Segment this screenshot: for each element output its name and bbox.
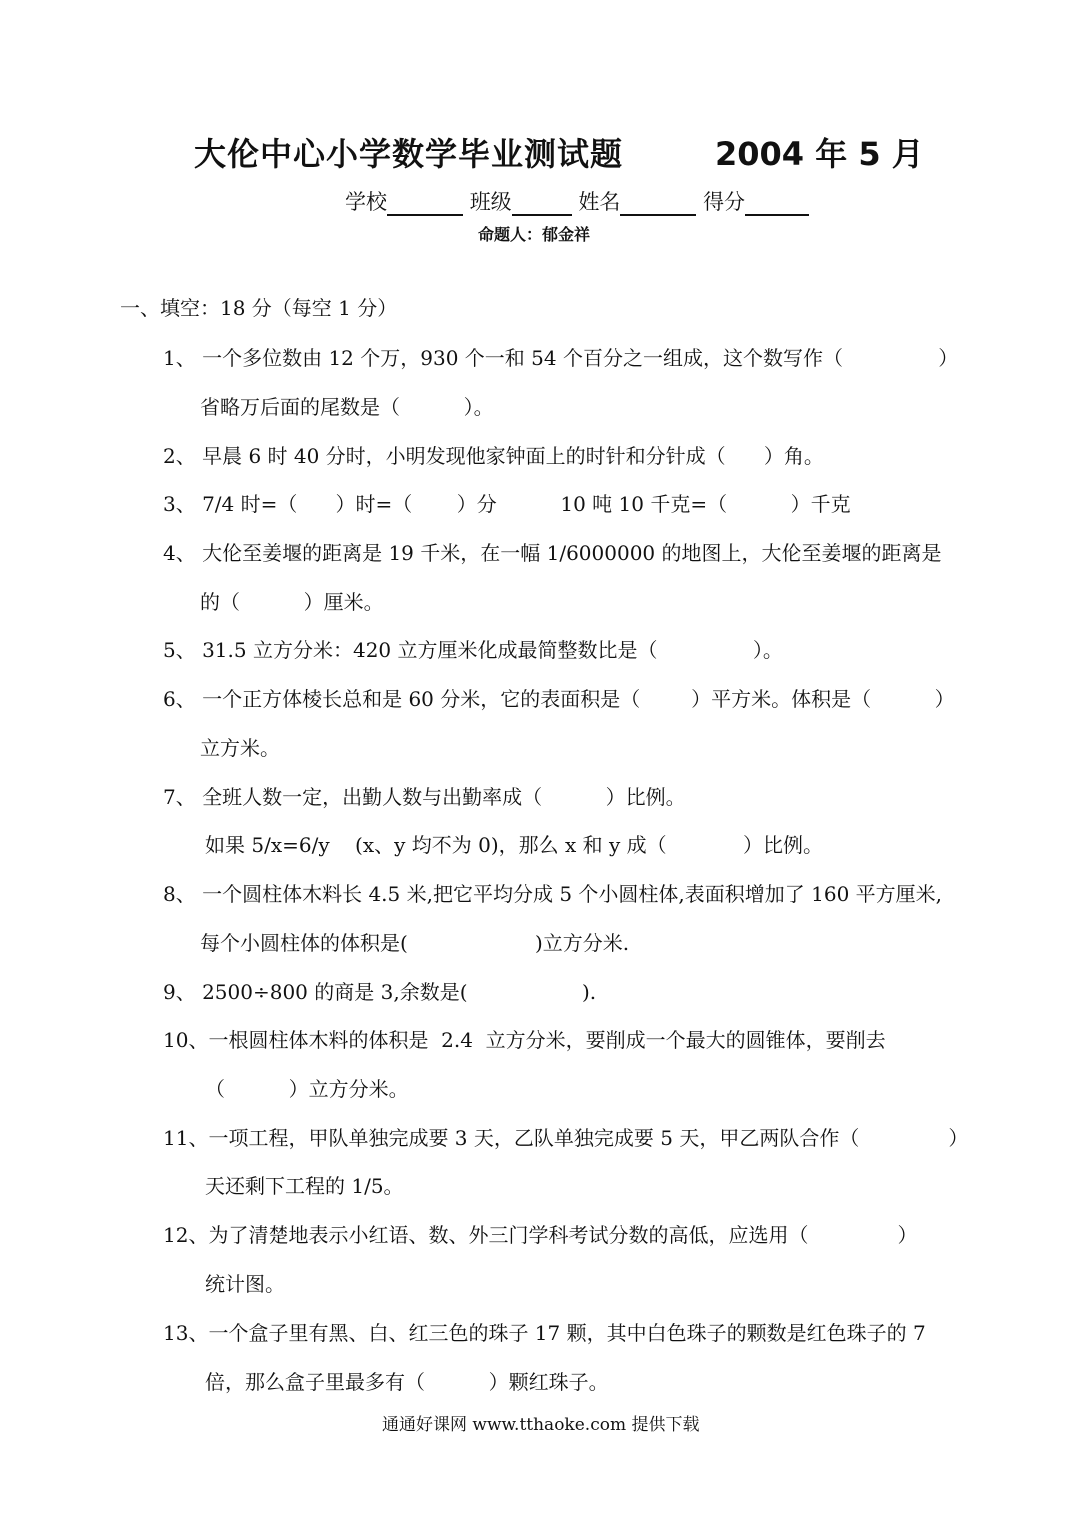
question-line: 5、 31.5 立方分米：420 立方厘米化成最简整数比是（ ）。 bbox=[163, 638, 783, 662]
question-line: 省略万后面的尾数是（ ）。 bbox=[200, 395, 494, 419]
question-line: 7、 全班人数一定，出勤人数与出勤率成（ ）比例。 bbox=[163, 785, 686, 809]
score-label: 得分 bbox=[703, 190, 746, 214]
question-line: 立方米。 bbox=[200, 736, 280, 760]
question-line: 天还剩下工程的 1/5。 bbox=[205, 1174, 404, 1198]
student-info-row bbox=[345, 186, 809, 216]
question-line: 8、 一个圆柱体木料长 4.5 米,把它平均分成 5 个小圆柱体,表面积增加了 160 平方厘米, bbox=[163, 882, 943, 906]
school-label: 学校 bbox=[345, 190, 387, 214]
section-heading: 一、填空：18 分（每空 1 分） bbox=[120, 296, 398, 320]
question-line: 10、一根圆柱体木料的体积是 2.4 立方分米，要削成一个最大的圆锥体，要削去 bbox=[163, 1028, 886, 1052]
question-line: 每个小圆柱体的体积是( )立方分米. bbox=[200, 931, 630, 955]
question-line: 6、 一个正方体棱长总和是 60 分米，它的表面积是（ ）平方米。体积是（ ） bbox=[163, 687, 955, 711]
page-title: 大伦中心小学数学毕业测试题 bbox=[194, 135, 624, 173]
question-line: 3、 7/4 时=（ ）时=（ ）分 10 吨 10 千克=（ ）千克 bbox=[163, 492, 851, 516]
question-line: 4、 大伦至姜堰的距离是 19 千米，在一幅 1/6000000 的地图上，大伦至姜堰的距离是 bbox=[163, 541, 942, 565]
question-line: 9、 2500÷800 的商是 3,余数是( ). bbox=[163, 980, 597, 1004]
question-line: 1、 一个多位数由 12 个万，930 个一和 54 个百分之一组成，这个数写作（ ） bbox=[163, 346, 959, 370]
class-blank bbox=[512, 192, 572, 216]
name-label: 姓名 bbox=[578, 190, 621, 214]
question-line: 12、为了清楚地表示小红语、数、外三门学科考试分数的高低，应选用（ ） bbox=[163, 1223, 918, 1247]
question-line: 13、一个盒子里有黑、白、红三色的珠子 17 颗，其中白色珠子的颗数是红色珠子的 7 bbox=[163, 1321, 926, 1345]
question-line: （ ）立方分米。 bbox=[205, 1077, 409, 1101]
question-line: 统计图。 bbox=[205, 1272, 285, 1296]
footer-credit: 通通好课网 www.tthaoke.com 提供下载 bbox=[382, 1415, 700, 1435]
score-blank bbox=[745, 192, 809, 216]
class-label: 班级 bbox=[469, 190, 512, 214]
school-blank bbox=[387, 192, 463, 216]
exam-date: 2004 年 5 月 bbox=[715, 135, 924, 173]
question-line: 的（ ）厘米。 bbox=[200, 590, 384, 614]
author-line: 命题人：郁金祥 bbox=[478, 225, 591, 244]
question-line: 如果 5/x=6/y (x、y 均不为 0)，那么 x 和 y 成（ ）比例。 bbox=[205, 833, 823, 857]
name-blank bbox=[620, 192, 696, 216]
question-line: 11、一项工程，甲队单独完成要 3 天，乙队单独完成要 5 天，甲乙两队合作（ ） bbox=[163, 1126, 969, 1150]
question-line: 2、 早晨 6 时 40 分时，小明发现他家钟面上的时针和分针成（ ）角。 bbox=[163, 444, 824, 468]
question-line: 倍，那么盒子里最多有（ ）颗红珠子。 bbox=[205, 1370, 609, 1394]
